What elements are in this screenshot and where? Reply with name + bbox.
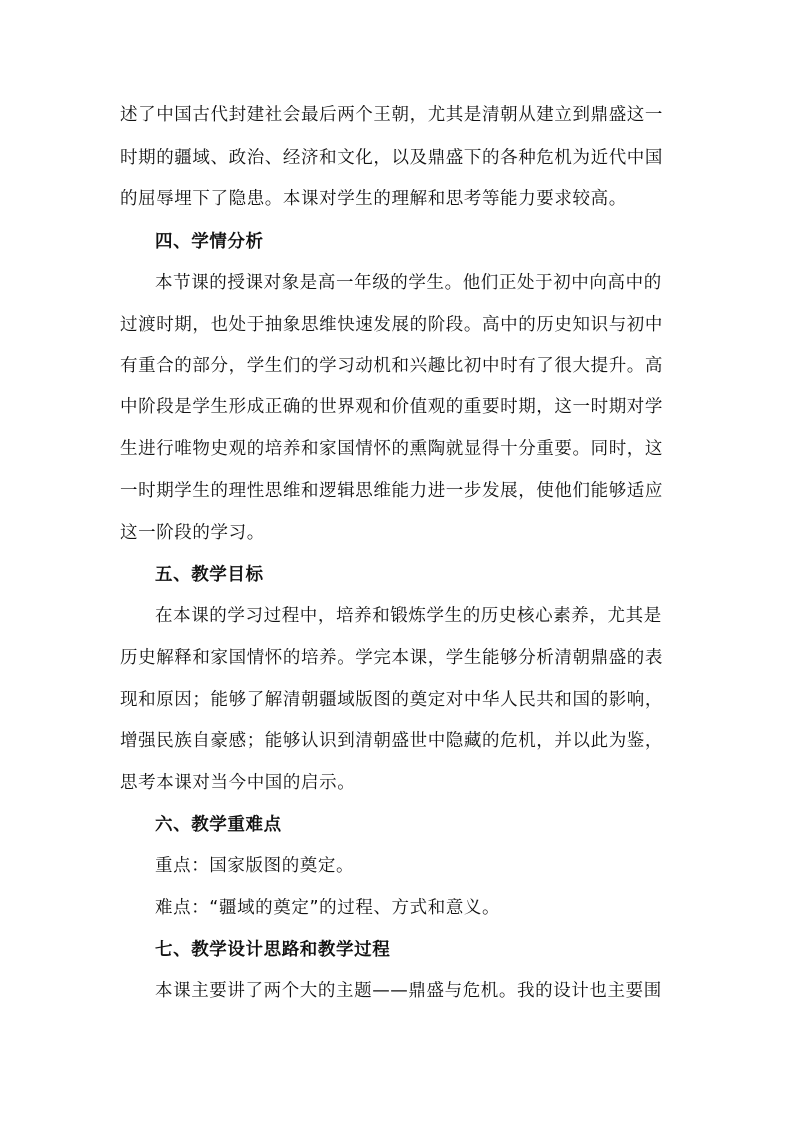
paragraph-line: 过渡时期，也处于抽象思维快速发展的阶段。高中的历史知识与初中 [120, 315, 663, 335]
section-heading: 五、教学目标 [155, 565, 264, 585]
paragraph-line: 历史解释和家国情怀的培养。学完本课，学生能够分析清朝鼎盛的表 [120, 648, 663, 668]
section-heading: 七、教学设计思路和教学过程 [155, 940, 391, 960]
paragraph-line: 难点：“疆域的奠定”的过程、方式和意义。 [155, 898, 501, 918]
paragraph-line: 现和原因；能够了解清朝疆域版图的奠定对中华人民共和国的影响， [120, 690, 663, 710]
paragraph-line: 一时期学生的理性思维和逻辑思维能力进一步发展，使他们能够适应 [120, 481, 663, 501]
paragraph-line: 中阶段是学生形成正确的世界观和价值观的重要时期，这一时期对学 [120, 397, 663, 417]
paragraph-line: 有重合的部分，学生们的学习动机和兴趣比初中时有了很大提升。高 [120, 356, 663, 376]
section-heading: 四、学情分析 [155, 232, 264, 252]
paragraph-line: 重点：国家版图的奠定。 [155, 856, 355, 876]
paragraph-line: 本节课的授课对象是高一年级的学生。他们正处于初中向高中的 [155, 273, 662, 293]
paragraph-line: 生进行唯物史观的培养和家国情怀的熏陶就显得十分重要。同时，这 [120, 439, 663, 459]
paragraph-line: 这一阶段的学习。 [120, 523, 265, 543]
section-heading: 六、教学重难点 [155, 815, 282, 835]
paragraph-line: 时期的疆域、政治、经济和文化，以及鼎盛下的各种危机为近代中国 [120, 148, 663, 168]
paragraph-line: 述了中国古代封建社会最后两个王朝，尤其是清朝从建立到鼎盛这一 [120, 105, 663, 125]
paragraph-line: 增强民族自豪感；能够认识到清朝盛世中隐藏的危机，并以此为鉴， [120, 731, 663, 751]
paragraph-line: 思考本课对当今中国的启示。 [120, 773, 356, 793]
paragraph-line: 本课主要讲了两个大的主题——鼎盛与危机。我的设计也主要围 [155, 981, 662, 1001]
paragraph-line: 在本课的学习过程中，培养和锻炼学生的历史核心素养，尤其是 [155, 606, 662, 626]
paragraph-line: 的屈辱埋下了隐患。本课对学生的理解和思考等能力要求较高。 [120, 189, 627, 209]
